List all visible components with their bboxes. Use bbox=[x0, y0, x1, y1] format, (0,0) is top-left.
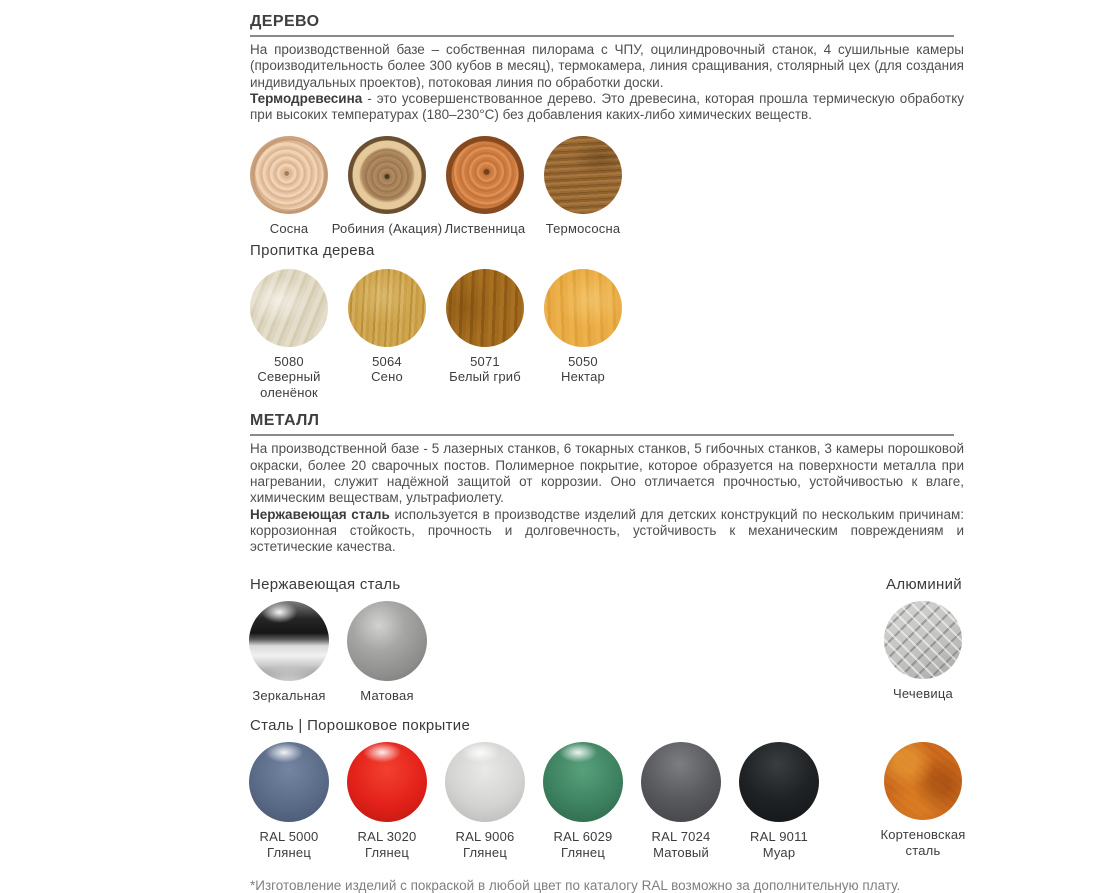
swatch-ral-5000 bbox=[240, 742, 338, 860]
swatch-label bbox=[874, 686, 972, 702]
larch-sample-image bbox=[446, 136, 524, 214]
swatch-label-line: Термососна bbox=[545, 221, 621, 237]
mirror-steel-sample-image bbox=[249, 601, 329, 681]
swatch-label-line: Белый гриб bbox=[449, 369, 521, 385]
swatch-label bbox=[240, 829, 338, 860]
corten-steel-sample-image bbox=[884, 742, 962, 820]
swatch-label-line: Нектар bbox=[561, 369, 605, 385]
swatch-label-line: Лиственница bbox=[444, 221, 526, 237]
swatch-label bbox=[240, 688, 338, 704]
swatch-label-line: RAL 3020 bbox=[357, 829, 417, 845]
wood-species-row bbox=[240, 136, 964, 237]
powder-coating-title: Сталь | Порошковое покрытие bbox=[250, 717, 471, 735]
impregnation-row bbox=[240, 269, 964, 401]
metal-paragraph-1-text: На производственной базе - 5 лазерных станков, 6 токарных станков, 5 гибочных станков, 3 камеры порошковой окраски, более 20 сварочных постов. Полимерное покрытие, которое образуется на поверхности металла при нагревании, служит надёжной защитой от коррозии. Оно отличается прочностью, устойчивостью к влаге, химическим веществам, ультрафиолету. bbox=[250, 441, 964, 506]
swatch-label bbox=[632, 829, 730, 860]
metal-paragraph-1 bbox=[250, 441, 964, 506]
swatch-matte-steel bbox=[338, 601, 436, 704]
swatch-label-line: 5050 bbox=[568, 353, 598, 369]
swatch-label-line: RAL 9006 bbox=[455, 829, 515, 845]
swatch-mirror-steel bbox=[240, 601, 338, 704]
swatch-label bbox=[534, 354, 632, 385]
stainless-aluminum-titles bbox=[240, 576, 964, 593]
ral-5000-sample-image bbox=[249, 742, 329, 822]
swatch-ral-6029 bbox=[534, 742, 632, 860]
swatch-label bbox=[534, 221, 632, 237]
checker-plate-sample-image bbox=[884, 601, 962, 679]
swatch-ral-9011 bbox=[730, 742, 828, 860]
metal-section bbox=[240, 412, 1110, 860]
swatch-5080 bbox=[240, 269, 338, 401]
swatch-label-line: Глянец bbox=[463, 844, 507, 860]
swatch-label-line: оленёнок bbox=[260, 384, 318, 400]
swatch-label-line: Глянец bbox=[365, 844, 409, 860]
swatch-aluminum-checker bbox=[874, 601, 972, 702]
robinia-sample-image bbox=[348, 136, 426, 214]
swatch-label bbox=[534, 829, 632, 860]
metal-section-title: МЕТАЛЛ bbox=[250, 412, 954, 436]
swatch-label-line: 5080 bbox=[274, 353, 304, 369]
swatch-label bbox=[436, 221, 534, 237]
color-5071-sample bbox=[446, 269, 524, 347]
swatch-label-line: Матовая bbox=[360, 687, 414, 703]
swatch-corten-steel bbox=[874, 742, 972, 858]
ral-9011-sample-image bbox=[739, 742, 819, 822]
wood-paragraph-2-lead: Термодревесина bbox=[250, 90, 363, 106]
wood-paragraph-1 bbox=[250, 42, 964, 91]
swatch-label-line: RAL 9011 bbox=[750, 829, 808, 845]
wood-paragraph-1-text: На производственной базе – собственная пилорама с ЧПУ, оцилиндровочный станок, 4 сушильные камеры (производительность более 300 кубов в месяц), термокамера, линия сращивания, столярный цех (для создания индивидуальных проектов), потоковая линия по обработки доски. bbox=[250, 42, 964, 90]
color-5080-sample bbox=[250, 269, 328, 347]
swatch-label-line: RAL 6029 bbox=[553, 829, 613, 845]
ral-6029-sample-image bbox=[543, 742, 623, 822]
swatch-larch bbox=[436, 136, 534, 237]
metal-paragraph-2-text: используется в производстве изделий для детских конструкций по нескольким причинам: коррозионная стойкость, прочность и долговечность, устойчивость к механическим повреждениям и эстетические качества. bbox=[250, 506, 964, 555]
metal-paragraph-2 bbox=[250, 507, 964, 556]
matte-steel-sample-image bbox=[347, 601, 427, 681]
metal-paragraph-2-lead: Нержавеющая сталь bbox=[250, 506, 390, 522]
swatch-label-line: RAL 5000 bbox=[259, 829, 319, 845]
swatch-label bbox=[730, 829, 828, 860]
impregnation-title: Пропитка дерева bbox=[250, 241, 375, 259]
swatch-label bbox=[338, 829, 436, 860]
ral-9006-sample-image bbox=[445, 742, 525, 822]
swatch-5050 bbox=[534, 269, 632, 401]
swatch-label-line: Чечевица bbox=[893, 685, 953, 701]
swatch-label-line: Робиния (Акация) bbox=[331, 221, 443, 237]
swatch-label-line: Сосна bbox=[269, 221, 309, 237]
swatch-label-line: сталь bbox=[905, 842, 941, 858]
wood-description bbox=[250, 42, 964, 123]
swatch-label bbox=[331, 221, 443, 237]
aluminum-title: Алюминий bbox=[886, 575, 962, 593]
swatch-label-line: Сено bbox=[371, 369, 403, 385]
ral-3020-sample-image bbox=[347, 742, 427, 822]
swatch-5071 bbox=[436, 269, 534, 401]
stainless-steel-title: Нержавеющая сталь bbox=[250, 575, 401, 593]
swatch-ral-3020 bbox=[338, 742, 436, 860]
swatch-robinia bbox=[331, 136, 443, 237]
swatch-label-line: RAL 7024 bbox=[651, 829, 711, 845]
wood-paragraph-2-text: - это усовершенствованное дерево. Это древесина, которая прошла термическую обработку при высоких температурах (180–230°C) без добавления каких-либо химических веществ. bbox=[250, 90, 964, 123]
swatch-label bbox=[874, 827, 972, 858]
swatch-label bbox=[240, 354, 338, 401]
wood-section bbox=[240, 13, 1110, 400]
swatch-label-line: Кортеновская bbox=[880, 827, 966, 843]
swatch-label-line: Глянец bbox=[561, 844, 605, 860]
swatch-label-line: Глянец bbox=[267, 844, 311, 860]
swatch-label-line: 5071 bbox=[470, 353, 500, 369]
swatch-ral-7024 bbox=[632, 742, 730, 860]
wood-section-title: ДЕРЕВО bbox=[250, 13, 954, 37]
metal-description bbox=[250, 441, 964, 555]
swatch-label bbox=[338, 354, 436, 385]
wood-paragraph-2 bbox=[250, 91, 964, 124]
swatch-label bbox=[338, 688, 436, 704]
swatch-label-line: Зеркальная bbox=[252, 687, 326, 703]
thermopine-sample-image bbox=[544, 136, 622, 214]
swatch-label-line: Матовый bbox=[653, 844, 709, 860]
swatch-label-line: Муар bbox=[762, 844, 796, 860]
pine-sample-image bbox=[250, 136, 328, 214]
swatch-label-line: 5064 bbox=[372, 353, 402, 369]
materials-catalog-page bbox=[0, 13, 1110, 892]
color-5064-sample bbox=[348, 269, 426, 347]
ral-footnote: *Изготовление изделий с покраской в любой цвет по каталогу RAL возможно за дополнительную плату. bbox=[250, 878, 901, 893]
swatch-label-line: Северный bbox=[257, 369, 321, 385]
swatch-ral-9006 bbox=[436, 742, 534, 860]
swatch-5064 bbox=[338, 269, 436, 401]
swatch-thermopine bbox=[534, 136, 632, 237]
ral-7024-sample-image bbox=[641, 742, 721, 822]
swatch-label bbox=[436, 354, 534, 385]
powder-coating-row bbox=[240, 742, 964, 860]
stainless-row bbox=[240, 601, 964, 704]
color-5050-sample bbox=[544, 269, 622, 347]
swatch-label bbox=[436, 829, 534, 860]
